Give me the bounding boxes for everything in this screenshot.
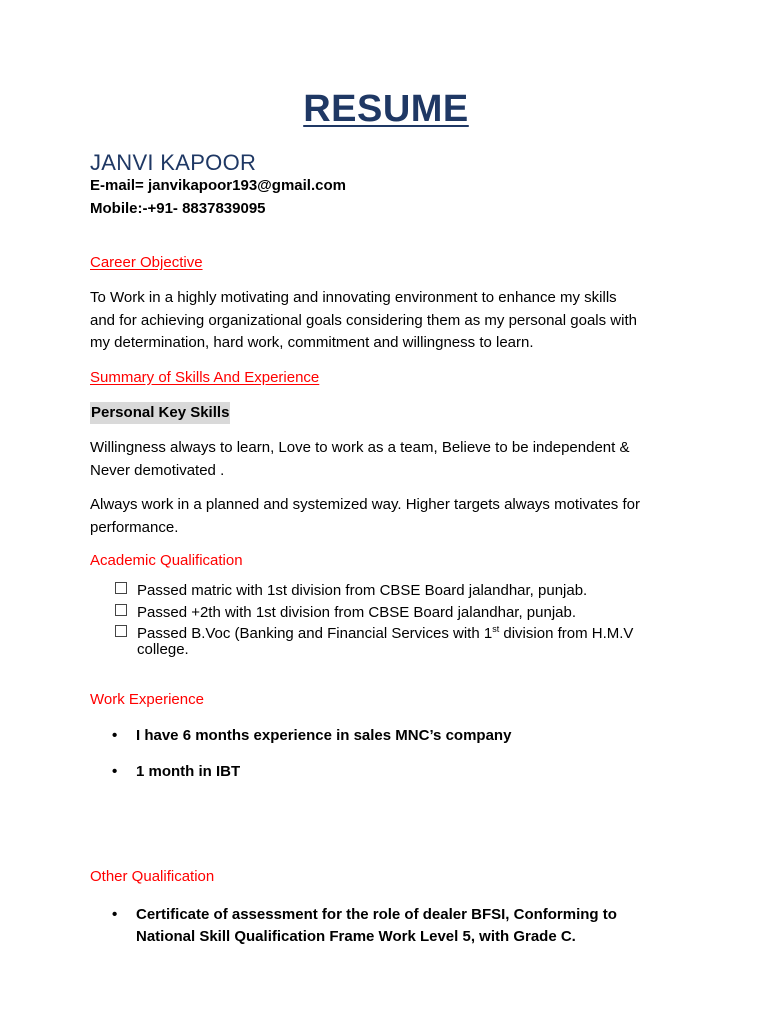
other-qualification-heading: Other Qualification — [90, 868, 215, 885]
skills-paragraph-2 — [90, 494, 640, 539]
skills-line: Always work in a planned and systemized way. Higher targets always motivates for — [90, 496, 640, 513]
academic-item — [115, 582, 587, 599]
bullet-icon: • — [112, 727, 118, 744]
academic-item — [115, 621, 633, 658]
other-qualification-item — [112, 904, 617, 948]
academic-item-continuation: college. — [137, 641, 189, 658]
academic-heading: Academic Qualification — [90, 552, 243, 569]
page-title: RESUME — [303, 88, 469, 130]
work-experience-heading: Work Experience — [90, 691, 204, 708]
academic-item-text: Passed matric with 1st division from CBSE Board jalandhar, punjab. — [137, 582, 588, 599]
work-item-text: I have 6 months experience in sales MNC’s company — [136, 727, 512, 744]
career-objective-line: To Work in a highly motivating and innovating environment to enhance my skills — [90, 289, 617, 306]
work-item-text: 1 month in IBT — [136, 763, 241, 780]
ordinal-suffix: st — [492, 624, 500, 634]
work-item — [112, 763, 240, 780]
academic-item-text: Passed +2th with 1st division from CBSE Board jalandhar, punjab. — [137, 604, 576, 621]
personal-key-skills-heading: Personal Key Skills — [90, 402, 230, 424]
candidate-name: JANVI KAPOOR — [90, 150, 257, 175]
academic-item-text: Passed B.Voc (Banking and Financial Services with 1 — [137, 625, 493, 642]
career-objective-heading: Career Objective — [90, 254, 203, 271]
career-objective-line: and for achieving organizational goals considering them as my personal goals with — [90, 311, 637, 329]
email-line: E-mail= janvikapoor193@gmail.com — [90, 177, 346, 194]
skills-line: performance. — [90, 518, 179, 536]
academic-item — [115, 604, 576, 621]
skills-summary-heading: Summary of Skills And Experience — [90, 369, 320, 386]
career-objective-line: my determination, hard work, commitment and willingness to learn. — [90, 334, 534, 351]
other-qualification-line: National Skill Qualification Frame Work Level 5, with Grade C. — [136, 928, 576, 945]
skills-paragraph-1 — [90, 437, 629, 482]
work-item — [112, 727, 511, 744]
other-qualification-line: Certificate of assessment for the role of dealer BFSI, Conforming to — [136, 906, 617, 923]
skills-line: Never demotivated . — [90, 461, 225, 479]
bullet-icon: • — [112, 906, 118, 923]
skills-line: Willingness always to learn, Love to work as a team, Believe to be independent & — [90, 439, 630, 456]
checkbox-square-icon — [115, 582, 127, 594]
checkbox-square-icon — [115, 625, 127, 637]
mobile-line: Mobile:-+91- 8837839095 — [90, 200, 266, 217]
academic-item-text: division from H.M.V — [499, 625, 634, 642]
career-objective-text — [90, 287, 637, 355]
checkbox-square-icon — [115, 604, 127, 616]
bullet-icon: • — [112, 763, 118, 780]
